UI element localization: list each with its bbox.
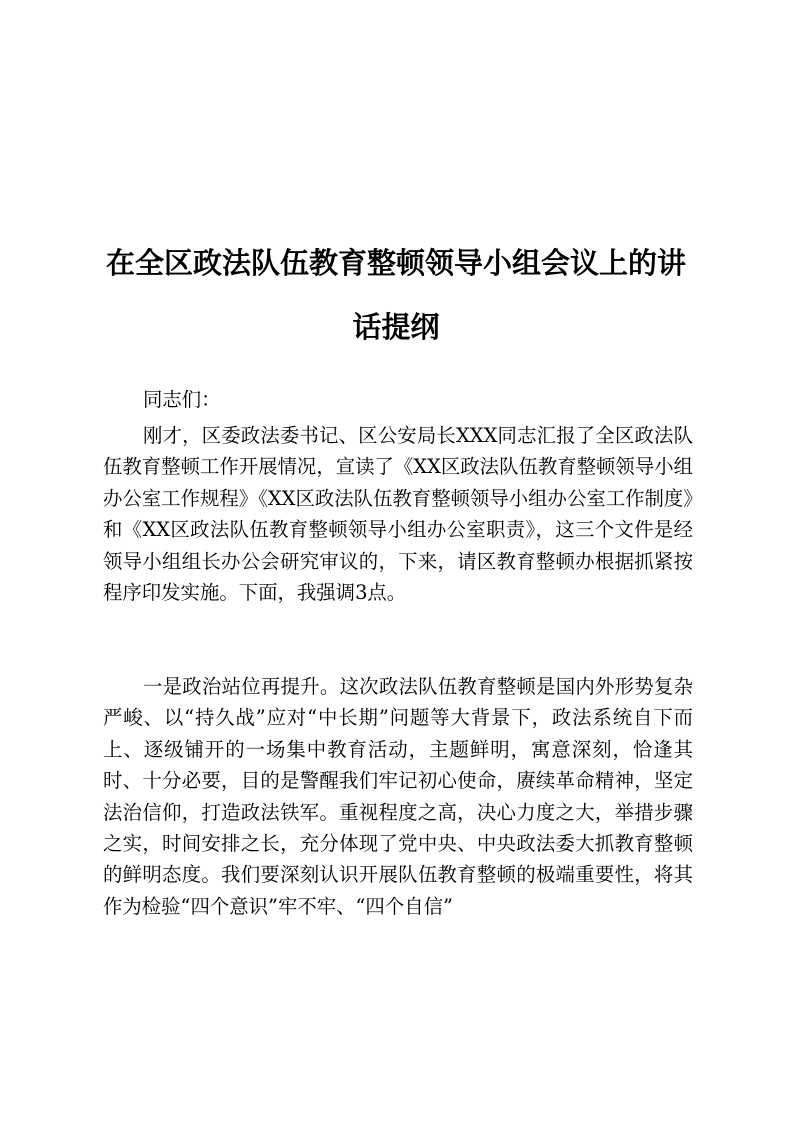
document-title-line-1: 在全区政法队伍教育整顿领导小组会议上的讲 (105, 246, 686, 280)
greeting: 同志们： (143, 388, 221, 411)
document-title-line-2: 话提纲 (352, 310, 440, 344)
paragraph-1: 刚才，区委政法委书记、区公安局长XXX同志汇报了全区政法队伍教育整顿工作开展情况，宣读了《XX区政法队伍教育整顿领导小组办公室工作规程》《XX区政法队伍教育整顿领导小组办公室工作制度》和《XX区政法队伍教育整顿领导小组办公室职责》，这三个文件是经领导小组组长办公会研究审议的，下来，请区教育整顿办根据抓紧按程序印发实施。下面，我强调3点。 (103, 424, 693, 605)
paragraph-2: 一是政治站位再提升。这次政法队伍教育整顿是国内外形势复杂严峻、以“持久战”应对“中长期”问题等大背景下，政法系统自下而上、逐级铺开的一场集中教育活动，主题鲜明，寓意深刻，恰逢其时、十分必要，目的是警醒我们牢记初心使命，赓续革命精神，坚定法治信仰，打造政法铁军。重视程度之高，决心力度之大，举措步骤之实，时间安排之长，充分体现了党中央、中央政法委大抓教育整顿的鲜明态度。我们要深刻认识开展队伍教育整顿的极端重要性，将其作为检验“四个意识”牢不牢、“四个自信” (103, 675, 693, 918)
